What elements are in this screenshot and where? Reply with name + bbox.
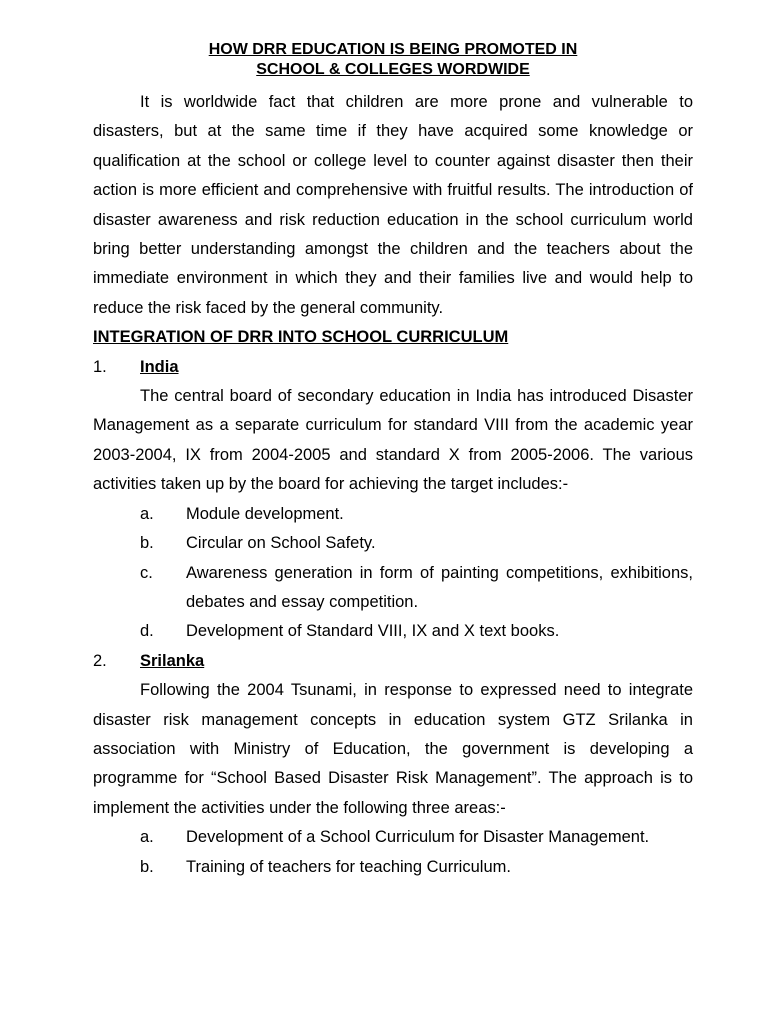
section-country: India xyxy=(140,357,179,376)
list-item-text: Awareness generation in form of painting competitions, exhibitions, debates and essay competition. xyxy=(186,563,693,611)
title-line-2: SCHOOL & COLLEGES WORDWIDE xyxy=(256,61,530,78)
list-item-letter: b. xyxy=(140,534,154,553)
list-item xyxy=(93,853,693,882)
section-paragraph: The central board of secondary education in India has introduced Disaster Management as a separate curriculum for standard VIII from the academic year 2003-2004, IX from 2004-2005 and standard X from 2005-2006. The various activities taken up by the board for achieving the target includes:- xyxy=(93,387,693,494)
list-item xyxy=(93,500,693,529)
document-page xyxy=(93,40,693,882)
section-number-heading xyxy=(93,647,693,676)
list-item-text: Development of a School Curriculum for Disaster Management. xyxy=(186,828,650,847)
section-number-heading xyxy=(93,353,693,382)
list-item-text: Development of Standard VIII, IX and X text books. xyxy=(186,622,560,641)
title-line-1: HOW DRR EDUCATION IS BEING PROMOTED IN xyxy=(208,41,578,58)
list-item-text: Training of teachers for teaching Curriculum. xyxy=(186,857,511,876)
list-item-text: Circular on School Safety. xyxy=(186,534,376,553)
section-paragraph: Following the 2004 Tsunami, in response to expressed need to integrate disaster risk management concepts in education system GTZ Srilanka in association with Ministry of Education, the government is developing a programme for “School Based Disaster Risk Management”. The approach is to implement the activities under the following three areas:- xyxy=(93,681,693,817)
list-item-text: Module development. xyxy=(186,504,344,523)
section-heading: INTEGRATION OF DRR INTO SCHOOL CURRICULUM xyxy=(93,328,509,347)
list-item-letter: d. xyxy=(140,622,154,641)
list-item-letter: c. xyxy=(140,563,153,582)
list-item xyxy=(93,559,693,618)
section-number: 2. xyxy=(93,651,107,670)
document-title xyxy=(93,40,693,80)
list-item-letter: a. xyxy=(140,504,154,523)
list-item-letter: b. xyxy=(140,857,154,876)
intro-paragraph: It is worldwide fact that children are more prone and vulnerable to disasters, but at the same time if they have acquired some knowledge or qualification at the school or college level to counter against disaster then their action is more efficient and comprehensive with fruitful results. The introduction of disaster awareness and risk reduction education in the school curriculum world bring better understanding amongst the children and the teachers about the immediate environment in which they and their families live and would help to reduce the risk faced by the general community. xyxy=(93,93,693,317)
section-number: 1. xyxy=(93,357,107,376)
section-country: Srilanka xyxy=(140,651,205,670)
list-item xyxy=(93,617,693,646)
section-india xyxy=(93,353,693,647)
section-srilanka xyxy=(93,647,693,882)
list-item xyxy=(93,823,693,852)
list-item xyxy=(93,529,693,558)
list-item-letter: a. xyxy=(140,828,154,847)
